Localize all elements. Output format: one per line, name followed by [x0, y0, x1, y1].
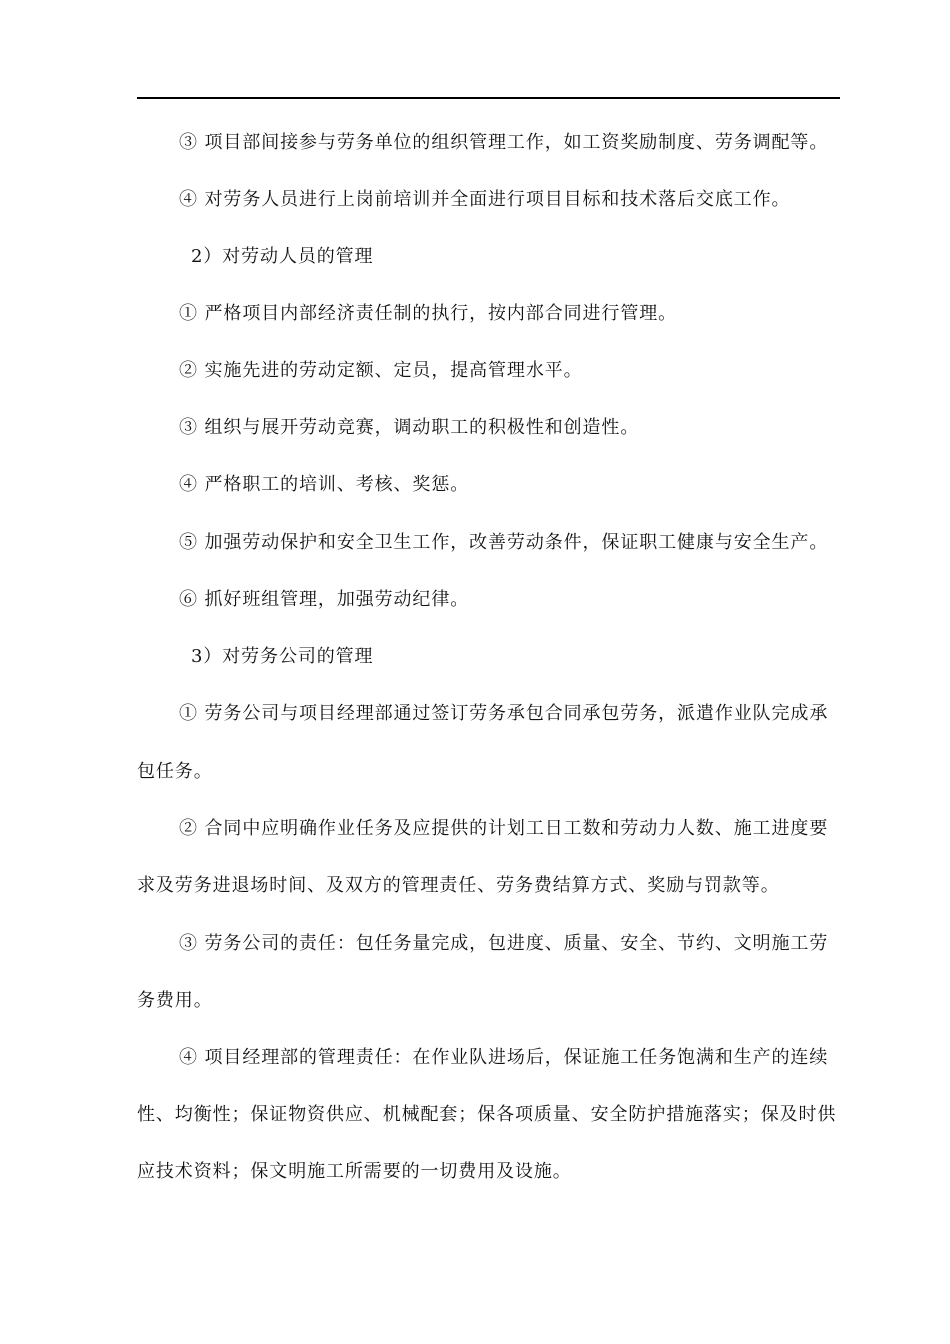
section-heading-3: 3）对劳务公司的管理	[191, 646, 374, 667]
company-item-4-line-1: ④ 项目经理部的管理责任：在作业队进场后，保证施工任务饱满和生产的连续	[179, 1047, 829, 1068]
company-item-3-line-1: ③ 劳务公司的责任：包任务量完成，包进度、质量、安全、节约、文明施工劳	[179, 933, 829, 954]
section-heading-2: 2）对劳动人员的管理	[191, 246, 374, 267]
paragraph-item-3: ③ 项目部间接参与劳务单位的组织管理工作，如工资奖励制度、劳务调配等。	[179, 132, 829, 153]
company-item-4-line-3: 应技术资料；保文明施工所需要的一切费用及设施。	[137, 1161, 572, 1182]
paragraph-item-4: ④ 对劳务人员进行上岗前培训并全面进行项目目标和技术落后交底工作。	[179, 189, 791, 210]
labor-item-3: ③ 组织与展开劳动竞赛，调动职工的积极性和创造性。	[179, 417, 640, 438]
labor-item-4: ④ 严格职工的培训、考核、奖惩。	[179, 474, 470, 495]
company-item-1-line-1: ① 劳务公司与项目经理部通过签订劳务承包合同承包劳务，派遣作业队完成承	[179, 703, 829, 724]
company-item-4-line-2: 性、均衡性；保证物资供应、机械配套；保各项质量、安全防护措施落实；保及时供	[137, 1104, 837, 1125]
header-rule	[137, 97, 840, 99]
labor-item-2: ② 实施先进的劳动定额、定员，提高管理水平。	[179, 360, 583, 381]
company-item-3-line-2: 务费用。	[137, 990, 213, 1011]
labor-item-5: ⑤ 加强劳动保护和安全卫生工作，改善劳动条件，保证职工健康与安全生产。	[179, 532, 829, 553]
company-item-1-line-2: 包任务。	[137, 761, 213, 782]
labor-item-1: ① 严格项目内部经济责任制的执行，按内部合同进行管理。	[179, 303, 678, 324]
company-item-2-line-1: ② 合同中应明确作业任务及应提供的计划工日工数和劳动力人数、施工进度要	[179, 818, 829, 839]
labor-item-6: ⑥ 抓好班组管理，加强劳动纪律。	[179, 589, 470, 610]
company-item-2-line-2: 求及劳务进退场时间、及双方的管理责任、劳务费结算方式、奖励与罚款等。	[137, 875, 780, 896]
